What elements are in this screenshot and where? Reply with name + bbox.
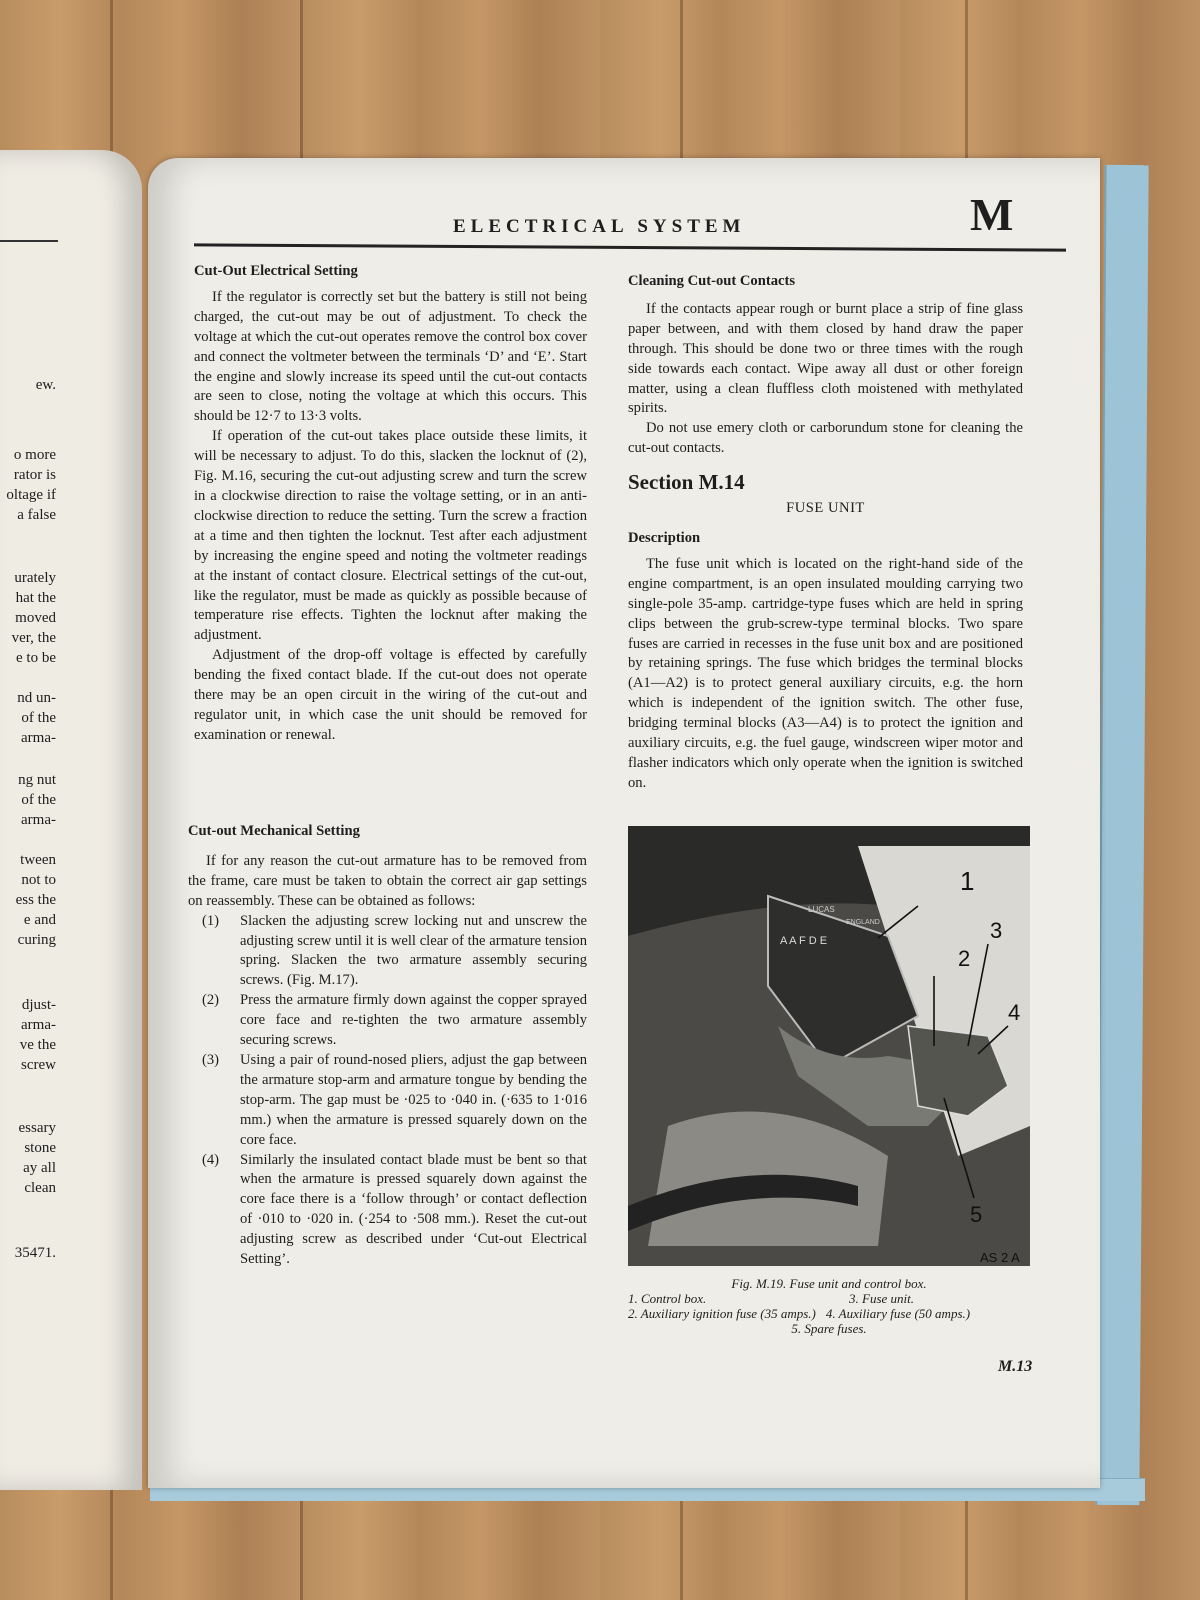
caption-legend-item: 2. Auxiliary ignition fuse (35 amps.) xyxy=(628,1306,816,1321)
section-title: Section M.14 xyxy=(628,470,745,495)
right-column xyxy=(628,272,1023,794)
left-page-line: moved xyxy=(15,610,56,626)
list-item-number: (4) xyxy=(202,1151,220,1168)
left-page-line: hat the xyxy=(15,590,56,606)
list-item xyxy=(202,1151,587,1270)
left-page-line: screw xyxy=(21,1057,56,1073)
left-column xyxy=(194,262,587,746)
left-page-line: not to xyxy=(21,872,56,888)
left-page-line: 35471. xyxy=(14,1245,56,1261)
list-item-number: (2) xyxy=(202,992,220,1009)
left-page-line: ng nut xyxy=(18,772,56,788)
left-page-line: of the xyxy=(21,710,56,726)
left-page-line: stone xyxy=(24,1140,56,1156)
figure-caption xyxy=(628,1276,1030,1336)
cleaning-paragraph: If the contacts appear rough or burnt place a strip of fine glass paper between, and with them closed by hand draw the paper through. This should be done two or three times with the rough side towards each contact. Wipe away all dust or other foreign matter, using a clean fluffless cloth moistened with methylated spirits. xyxy=(628,300,1023,417)
figure-code: AS 2 A xyxy=(980,1250,1020,1265)
box-terminal-text: A A F D E xyxy=(780,935,828,947)
figure-label: 1 xyxy=(960,866,975,896)
cleaning-heading: Cleaning Cut-out Contacts xyxy=(628,273,796,289)
cutout-electrical-heading: Cut-Out Electrical Setting xyxy=(194,263,358,279)
fuse-unit-photo xyxy=(628,826,1030,1266)
cutout-electrical-paragraph: If operation of the cut-out takes place outside these limits, it will be necessary to adjust. To do this, slacken the locknut of (2), Fig. M.16, securing the cut-out adjusting screw and turn the screw in a clockwise direction to raise the voltage setting, or in an anti-clockwise direction to reduce the setting. Turn the screw a fraction at a time and then tighten the locknut. Test after each adjustment by increasing the engine speed and noting the voltmeter readings at the instant of contact closure. Electrical settings of the cut-out, like the regulator, must be made as quickly as possible because of temperature rise effects. Tighten the locknut after making the adjustment. xyxy=(194,428,587,644)
left-page-line: ay all xyxy=(23,1160,56,1176)
book-cover-edge xyxy=(1095,165,1148,1505)
left-facing-page xyxy=(0,150,142,1490)
figure-label: 2 xyxy=(958,946,971,971)
left-page-line: a false xyxy=(17,507,56,523)
left-page-line: ver, the xyxy=(11,630,56,646)
page-header-title: ELECTRICAL SYSTEM xyxy=(453,216,746,237)
cutout-electrical-paragraph: If the regulator is correctly set but the battery is still not being charged, the cut-out may be out of adjustment. To check the voltage at which the cut-out operates remove the control box cover and connect the voltmeter between the terminals ‘D’ and ‘E’. Start the engine and slowly increase its speed until the cut-out contacts are seen to close, noting the voltage at which this occurs. This should be 12·7 to 13·3 volts. xyxy=(194,288,587,425)
photo-illustration xyxy=(628,826,1030,1266)
list-item-text: Using a pair of round-nosed pliers, adjust the gap between the armature stop-arm and armature tongue by bending the stop-arm. The gap must be ·025 to ·040 in. (·635 to 1·016 mm.) when the armature is pressed squarely down on the core face. xyxy=(240,1051,587,1148)
figure-label: 3 xyxy=(990,918,1003,943)
cleaning-paragraph: Do not use emery cloth or carborundum stone for cleaning the cut-out contacts. xyxy=(628,420,1023,457)
left-page-line: djust- xyxy=(21,997,56,1013)
description-heading: Description xyxy=(628,529,701,546)
list-item xyxy=(202,1051,587,1151)
left-page-line: urately xyxy=(14,570,56,586)
cutout-electrical-paragraph: Adjustment of the drop-off voltage is effected by carefully bending the fixed contact blade. If the cut-out does not operate there may be an open circuit in the wiring of the cut-out and regulator unit, in which case the unit should be removed for examination or renewal. xyxy=(194,647,587,743)
left-page-rule xyxy=(0,240,58,242)
left-page-line: clean xyxy=(24,1180,56,1196)
description-paragraph: The fuse unit which is located on the right-hand side of the engine compartment, is an open insulated moulding carrying two single-pole 35-amp. cartridge-type fuses which are held in spring clips between the grub-screw-type terminal blocks. Two spare fuses are carried in recesses in the fuse unit box and are positioned by retaining springs. The fuse which bridges the terminal blocks (A1—A2) is to protect general auxiliary circuits, e.g. the horn which is independent of the ignition switch. The other fuse, bridging terminal blocks (A3—A4) is to protect the ignition and auxiliary circuits, e.g. the fuel gauge, windscreen wiper motor and flasher indicators which only operate when the ignition is switched on. xyxy=(628,555,1023,791)
manual-page xyxy=(148,158,1100,1488)
list-item-text: Slacken the adjusting screw locking nut and unscrew the adjusting screw until it is well clear of the armature tension spring. Slacken the two armature assembly securing screws. (Fig. M.17). xyxy=(240,912,587,989)
left-page-line: arma- xyxy=(21,1017,56,1033)
section-subtitle: FUSE UNIT xyxy=(786,500,865,517)
page-header-letter: M xyxy=(970,189,1014,240)
cutout-mechanical-heading: Cut-out Mechanical Setting xyxy=(188,823,360,839)
left-page-line: ess the xyxy=(15,892,56,908)
figure-label: 4 xyxy=(1008,1000,1021,1025)
left-page-line: tween xyxy=(20,852,56,868)
list-item-number: (3) xyxy=(202,1051,220,1068)
list-item-text: Similarly the insulated contact blade must be bent so that when the armature is pressed squarely down against the core face there is a ‘follow through’ or contact deflection of ·010 to ·020 in. (·254 to ·508 mm.). Reset the cut-out adjusting screw as described under ‘Cut-out Electrical Setting’. xyxy=(240,1151,587,1268)
left-page-line: essary xyxy=(18,1120,56,1136)
left-column-lower xyxy=(188,822,587,1270)
caption-legend-item: 1. Control box. xyxy=(628,1291,707,1306)
caption-row xyxy=(628,1306,1030,1321)
caption-legend-item: 4. Auxiliary fuse (50 amps.) xyxy=(825,1306,971,1321)
left-page-line: e and xyxy=(23,912,56,928)
list-item xyxy=(202,991,587,1051)
left-page-line: of the xyxy=(21,792,56,808)
caption-row xyxy=(628,1291,1030,1306)
left-page-line: oltage if xyxy=(6,487,56,503)
box-country-text: ENGLAND xyxy=(846,919,880,926)
cutout-mechanical-intro: If for any reason the cut-out armature has to be removed from the frame, care must be taken to obtain the correct air gap settings on reassembly. These can be obtained as follows: xyxy=(188,852,587,909)
page-number: M.13 xyxy=(998,1358,1033,1375)
left-page-line: ve the xyxy=(19,1037,56,1053)
left-page-line: nd un- xyxy=(17,690,56,706)
list-item-number: (1) xyxy=(202,912,220,929)
left-page-line: ew. xyxy=(35,377,56,393)
header-rule xyxy=(194,243,1066,251)
left-page-line: curing xyxy=(17,932,56,948)
list-item xyxy=(202,912,587,992)
figure-label: 5 xyxy=(970,1202,983,1227)
left-page-line: rator is xyxy=(13,467,56,483)
left-page-line: arma- xyxy=(21,812,56,828)
list-item-text: Press the armature firmly down against the copper sprayed core face and re-tighten the two armature assembly securing screws. xyxy=(240,992,587,1049)
left-page-line: arma- xyxy=(21,730,56,746)
caption-legend-item: 5. Spare fuses. xyxy=(791,1321,867,1336)
caption-title: Fig. M.19. Fuse unit and control box. xyxy=(731,1276,927,1291)
caption-legend-item: 3. Fuse unit. xyxy=(849,1291,914,1306)
left-page-line: e to be xyxy=(16,650,56,666)
left-page-line: o more xyxy=(13,447,56,463)
box-brand-text: LUCAS xyxy=(808,905,835,914)
